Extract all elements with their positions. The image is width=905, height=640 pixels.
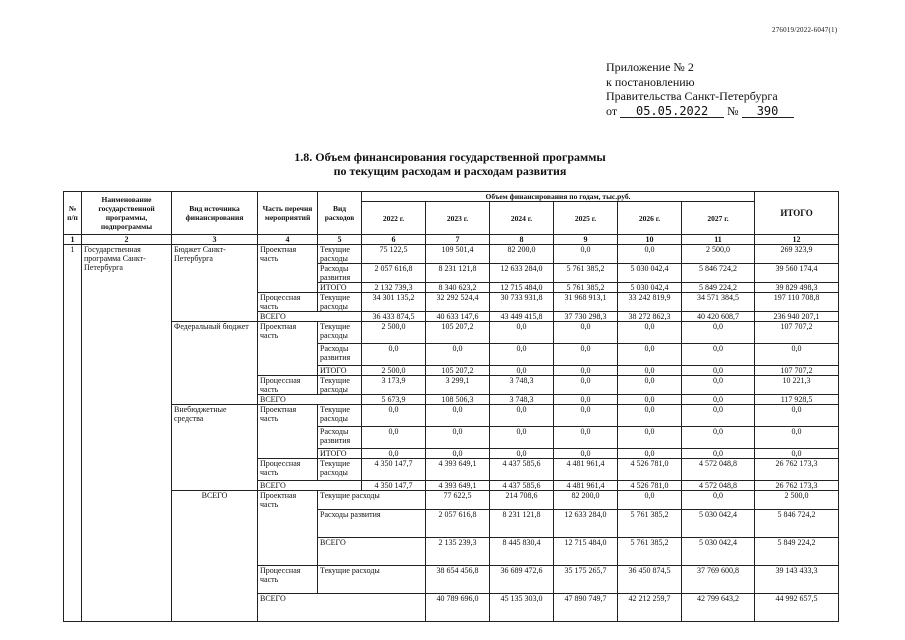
year-value-cell: 2 057 616,8 [362, 264, 426, 283]
total-program-cell: ВСЕГО [172, 491, 258, 622]
year-value-cell: 0,0 [618, 344, 682, 366]
program-name-cell: Государственная программа Санкт-Петербурга [82, 245, 172, 622]
year-value-cell: 109 501,4 [426, 245, 490, 264]
total-value-cell: 236 940 207,1 [755, 312, 839, 322]
year-value-cell: 105 207,2 [426, 322, 490, 344]
title-line-1: 1.8. Объем финансирования государственной программы [294, 150, 606, 164]
total-value-cell: 0,0 [755, 427, 839, 449]
header-no: № п/п [64, 192, 82, 235]
part-cell: Проектная часть [258, 491, 318, 566]
resolution-number: 390 [742, 105, 794, 118]
table-row [64, 322, 839, 344]
year-value-cell: 0,0 [554, 245, 618, 264]
appendix-date-line [606, 104, 794, 119]
year-value-cell: 38 272 862,3 [618, 312, 682, 322]
year-value-cell: 34 571 384,5 [682, 293, 755, 312]
year-value-cell: 2 057 616,8 [426, 510, 490, 538]
header-total: ИТОГО [755, 192, 839, 235]
vsego-cell: ВСЕГО [258, 481, 362, 491]
year-value-cell: 38 654 456,8 [426, 566, 490, 594]
year-value-cell: 2 132 739,3 [362, 283, 426, 293]
section-title [240, 150, 660, 178]
year-value-cell: 0,0 [554, 405, 618, 427]
year-value-cell: 12 633 284,0 [554, 510, 618, 538]
year-value-cell: 8 445 830,4 [490, 538, 554, 566]
year-value-cell: 4 526 781,0 [618, 459, 682, 481]
year-value-cell: 0,0 [618, 366, 682, 376]
year-value-cell: 4 572 048,8 [682, 481, 755, 491]
year-value-cell: 0,0 [554, 366, 618, 376]
year-value-cell: 8 340 623,2 [426, 283, 490, 293]
year-value-cell: 4 437 585,6 [490, 481, 554, 491]
year-value-cell: 0,0 [618, 491, 682, 510]
part-cell: Проектная часть [258, 322, 318, 376]
year-value-cell: 5 030 042,4 [618, 264, 682, 283]
year-value-cell: 0,0 [554, 427, 618, 449]
year-value-cell: 0,0 [554, 344, 618, 366]
year-value-cell: 4 350 147,7 [362, 481, 426, 491]
year-value-cell: 4 393 649,1 [426, 481, 490, 491]
year-value-cell: 36 689 472,6 [490, 566, 554, 594]
appendix-line-1: Приложение № 2 [606, 60, 694, 74]
type-cell: Текущие расходы [318, 459, 362, 481]
type-cell: Расходы развития [318, 344, 362, 366]
col-number: 5 [318, 235, 362, 245]
total-value-cell: 10 221,3 [755, 376, 839, 395]
year-value-cell: 35 175 265,7 [554, 566, 618, 594]
year-value-cell: 0,0 [362, 405, 426, 427]
year-value-cell: 0,0 [682, 366, 755, 376]
header-type: Вид расходов [318, 192, 362, 235]
part-cell: Проектная часть [258, 245, 318, 293]
part-cell: Процессная часть [258, 293, 318, 312]
col-number: 7 [426, 235, 490, 245]
type-cell: Текущие расходы [318, 491, 426, 510]
total-value-cell: 0,0 [755, 344, 839, 366]
year-value-cell: 5 761 385,2 [554, 264, 618, 283]
year-value-cell: 0,0 [618, 376, 682, 395]
year-value-cell: 0,0 [682, 405, 755, 427]
year-value-cell: 2 500,0 [362, 366, 426, 376]
year-value-cell: 36 450 874,5 [618, 566, 682, 594]
title-line-2: по текущим расходам и расходам развития [333, 164, 567, 178]
year-value-cell: 0,0 [426, 405, 490, 427]
total-value-cell: 0,0 [755, 405, 839, 427]
year-value-cell: 40 633 147,6 [426, 312, 490, 322]
year-value-cell: 37 769 600,8 [682, 566, 755, 594]
year-value-cell: 0,0 [682, 322, 755, 344]
year-value-cell: 45 135 303,0 [490, 594, 554, 622]
col-number: 2 [82, 235, 172, 245]
year-value-cell: 4 481 961,4 [554, 481, 618, 491]
col-number: 3 [172, 235, 258, 245]
year-value-cell: 0,0 [554, 395, 618, 405]
table-row [64, 405, 839, 427]
year-value-cell: 5 846 724,2 [755, 510, 839, 538]
type-cell: Текущие расходы [318, 405, 362, 427]
col-number: 8 [490, 235, 554, 245]
year-value-cell: 0,0 [618, 322, 682, 344]
year-value-cell: 2 500,0 [362, 322, 426, 344]
total-value-cell: 107 707,2 [755, 322, 839, 344]
year-value-cell: 12 633 284,0 [490, 264, 554, 283]
part-cell: Процессная часть [258, 459, 318, 481]
col-number: 4 [258, 235, 318, 245]
table-row [64, 491, 839, 510]
year-value-cell: 0,0 [618, 449, 682, 459]
from-label: от [606, 103, 618, 118]
year-value-cell: 0,0 [490, 427, 554, 449]
col-number: 6 [362, 235, 426, 245]
col-number: 11 [682, 235, 755, 245]
year-value-cell: 3 748,3 [490, 376, 554, 395]
year-value-cell: 12 715 484,0 [554, 538, 618, 566]
year-value-cell: 0,0 [362, 344, 426, 366]
appendix-header [606, 60, 794, 118]
year-value-cell: 0,0 [554, 322, 618, 344]
year-value-cell: 40 789 696,0 [426, 594, 490, 622]
header-volume: Объем финансирования по годам, тыс.руб. [362, 192, 755, 202]
year-value-cell: 2 500,0 [682, 245, 755, 264]
year-value-cell: 0,0 [490, 366, 554, 376]
year-value-cell: 0,0 [618, 245, 682, 264]
year-value-cell: 4 481 961,4 [554, 459, 618, 481]
total-value-cell: 0,0 [755, 449, 839, 459]
year-value-cell: 2 500,0 [755, 491, 839, 510]
year-value-cell: 8 231 121,8 [490, 510, 554, 538]
year-value-cell: 5 849 224,2 [682, 283, 755, 293]
year-value-cell: 0,0 [682, 376, 755, 395]
year-value-cell: 3 173,9 [362, 376, 426, 395]
row-number-cell: 1 [64, 245, 82, 622]
appendix-line-2: к постановлению [606, 74, 695, 89]
year-value-cell: 31 968 913,1 [554, 293, 618, 312]
document-registration-number: 276019/2022-6047(1) [772, 26, 838, 34]
year-value-cell: 3 748,3 [490, 395, 554, 405]
year-value-cell: 0,0 [682, 491, 755, 510]
year-value-cell: 43 449 415,8 [490, 312, 554, 322]
year-value-cell: 0,0 [618, 395, 682, 405]
year-value-cell: 5 761 385,2 [618, 538, 682, 566]
year-value-cell: 2 135 239,3 [426, 538, 490, 566]
year-value-cell: 34 301 135,2 [362, 293, 426, 312]
year-value-cell: 0,0 [682, 427, 755, 449]
header-year: 2027 г. [682, 202, 755, 235]
col-number: 1 [64, 235, 82, 245]
year-value-cell: 82 200,0 [490, 245, 554, 264]
year-value-cell: 5 761 385,2 [618, 510, 682, 538]
vsego-cell: ВСЕГО [258, 312, 362, 322]
vsego-cell: ВСЕГО [258, 395, 362, 405]
financing-table [63, 191, 839, 622]
type-cell: ИТОГО [318, 449, 362, 459]
year-value-cell: 0,0 [618, 427, 682, 449]
part-cell: Процессная часть [258, 566, 318, 594]
header-part: Часть перечня мероприятий [258, 192, 318, 235]
type-cell: Текущие расходы [318, 293, 362, 312]
header-program: Наименование государственной программы, подпрограммы [82, 192, 172, 235]
year-value-cell: 44 992 657,5 [755, 594, 839, 622]
year-value-cell: 36 433 874,5 [362, 312, 426, 322]
year-value-cell: 0,0 [682, 395, 755, 405]
total-value-cell: 39 829 498,3 [755, 283, 839, 293]
type-cell: Текущие расходы [318, 322, 362, 344]
year-value-cell: 0,0 [426, 344, 490, 366]
number-label: № [727, 103, 739, 118]
year-value-cell: 82 200,0 [554, 491, 618, 510]
year-value-cell: 0,0 [618, 405, 682, 427]
appendix-line-3: Правительства Санкт-Петербурга [606, 89, 778, 103]
header-year: 2025 г. [554, 202, 618, 235]
year-value-cell: 105 207,2 [426, 366, 490, 376]
type-cell: ИТОГО [318, 366, 362, 376]
year-value-cell: 214 708,6 [490, 491, 554, 510]
part-cell: Процессная часть [258, 376, 318, 395]
type-cell: Расходы развития [318, 510, 426, 538]
year-value-cell: 8 231 121,8 [426, 264, 490, 283]
year-value-cell: 5 846 724,2 [682, 264, 755, 283]
year-value-cell: 37 730 298,3 [554, 312, 618, 322]
col-number: 9 [554, 235, 618, 245]
total-value-cell: 269 323,9 [755, 245, 839, 264]
year-value-cell: 47 890 749,7 [554, 594, 618, 622]
header-year: 2026 г. [618, 202, 682, 235]
header-source: Вид источника финансирования [172, 192, 258, 235]
year-value-cell: 0,0 [426, 449, 490, 459]
year-value-cell: 0,0 [682, 344, 755, 366]
col-number: 12 [755, 235, 839, 245]
col-number: 10 [618, 235, 682, 245]
source-cell: Федеральный бюджет [172, 322, 258, 405]
year-value-cell: 108 506,3 [426, 395, 490, 405]
year-value-cell: 0,0 [490, 344, 554, 366]
year-value-cell: 0,0 [554, 376, 618, 395]
year-value-cell: 77 622,5 [426, 491, 490, 510]
year-value-cell: 33 242 819,9 [618, 293, 682, 312]
type-cell: Текущие расходы [318, 376, 362, 395]
type-cell: ИТОГО [318, 283, 362, 293]
header-year: 2022 г. [362, 202, 426, 235]
year-value-cell: 3 299,1 [426, 376, 490, 395]
year-value-cell: 4 350 147,7 [362, 459, 426, 481]
vsego-cell: ВСЕГО [258, 594, 426, 622]
year-value-cell: 5 030 042,4 [682, 538, 755, 566]
year-value-cell: 5 673,9 [362, 395, 426, 405]
year-value-cell: 4 526 781,0 [618, 481, 682, 491]
year-value-cell: 0,0 [490, 322, 554, 344]
resolution-date: 05.05.2022 [620, 105, 724, 118]
header-year: 2023 г. [426, 202, 490, 235]
year-value-cell: 5 030 042,4 [618, 283, 682, 293]
total-value-cell: 117 928,5 [755, 395, 839, 405]
type-cell: Текущие расходы [318, 245, 362, 264]
year-value-cell: 32 292 524,4 [426, 293, 490, 312]
year-value-cell: 0,0 [426, 427, 490, 449]
source-cell: Бюджет Санкт-Петербурга [172, 245, 258, 322]
year-value-cell: 39 143 433,3 [755, 566, 839, 594]
type-cell: Расходы развития [318, 264, 362, 283]
year-value-cell: 0,0 [490, 449, 554, 459]
header-year: 2024 г. [490, 202, 554, 235]
total-value-cell: 107 707,2 [755, 366, 839, 376]
total-value-cell: 26 762 173,3 [755, 481, 839, 491]
year-value-cell: 40 420 608,7 [682, 312, 755, 322]
year-value-cell: 0,0 [362, 449, 426, 459]
source-cell: Внебюджетные средства [172, 405, 258, 491]
part-cell: Проектная часть [258, 405, 318, 459]
year-value-cell: 12 715 484,0 [490, 283, 554, 293]
total-value-cell: 26 762 173,3 [755, 459, 839, 481]
year-value-cell: 4 572 048,8 [682, 459, 755, 481]
year-value-cell: 42 799 643,2 [682, 594, 755, 622]
year-value-cell: 5 030 042,4 [682, 510, 755, 538]
year-value-cell: 0,0 [682, 449, 755, 459]
year-value-cell: 30 733 931,8 [490, 293, 554, 312]
year-value-cell: 0,0 [362, 427, 426, 449]
type-cell: ВСЕГО [318, 538, 426, 566]
year-value-cell: 0,0 [490, 405, 554, 427]
year-value-cell: 0,0 [554, 449, 618, 459]
year-value-cell: 5 849 224,2 [755, 538, 839, 566]
table-row [64, 245, 839, 264]
year-value-cell: 4 393 649,1 [426, 459, 490, 481]
year-value-cell: 75 122,5 [362, 245, 426, 264]
year-value-cell: 5 761 385,2 [554, 283, 618, 293]
total-value-cell: 197 110 708,8 [755, 293, 839, 312]
total-value-cell: 39 560 174,4 [755, 264, 839, 283]
year-value-cell: 4 437 585,6 [490, 459, 554, 481]
type-cell: Текущие расходы [318, 566, 426, 594]
type-cell: Расходы развития [318, 427, 362, 449]
year-value-cell: 42 212 259,7 [618, 594, 682, 622]
